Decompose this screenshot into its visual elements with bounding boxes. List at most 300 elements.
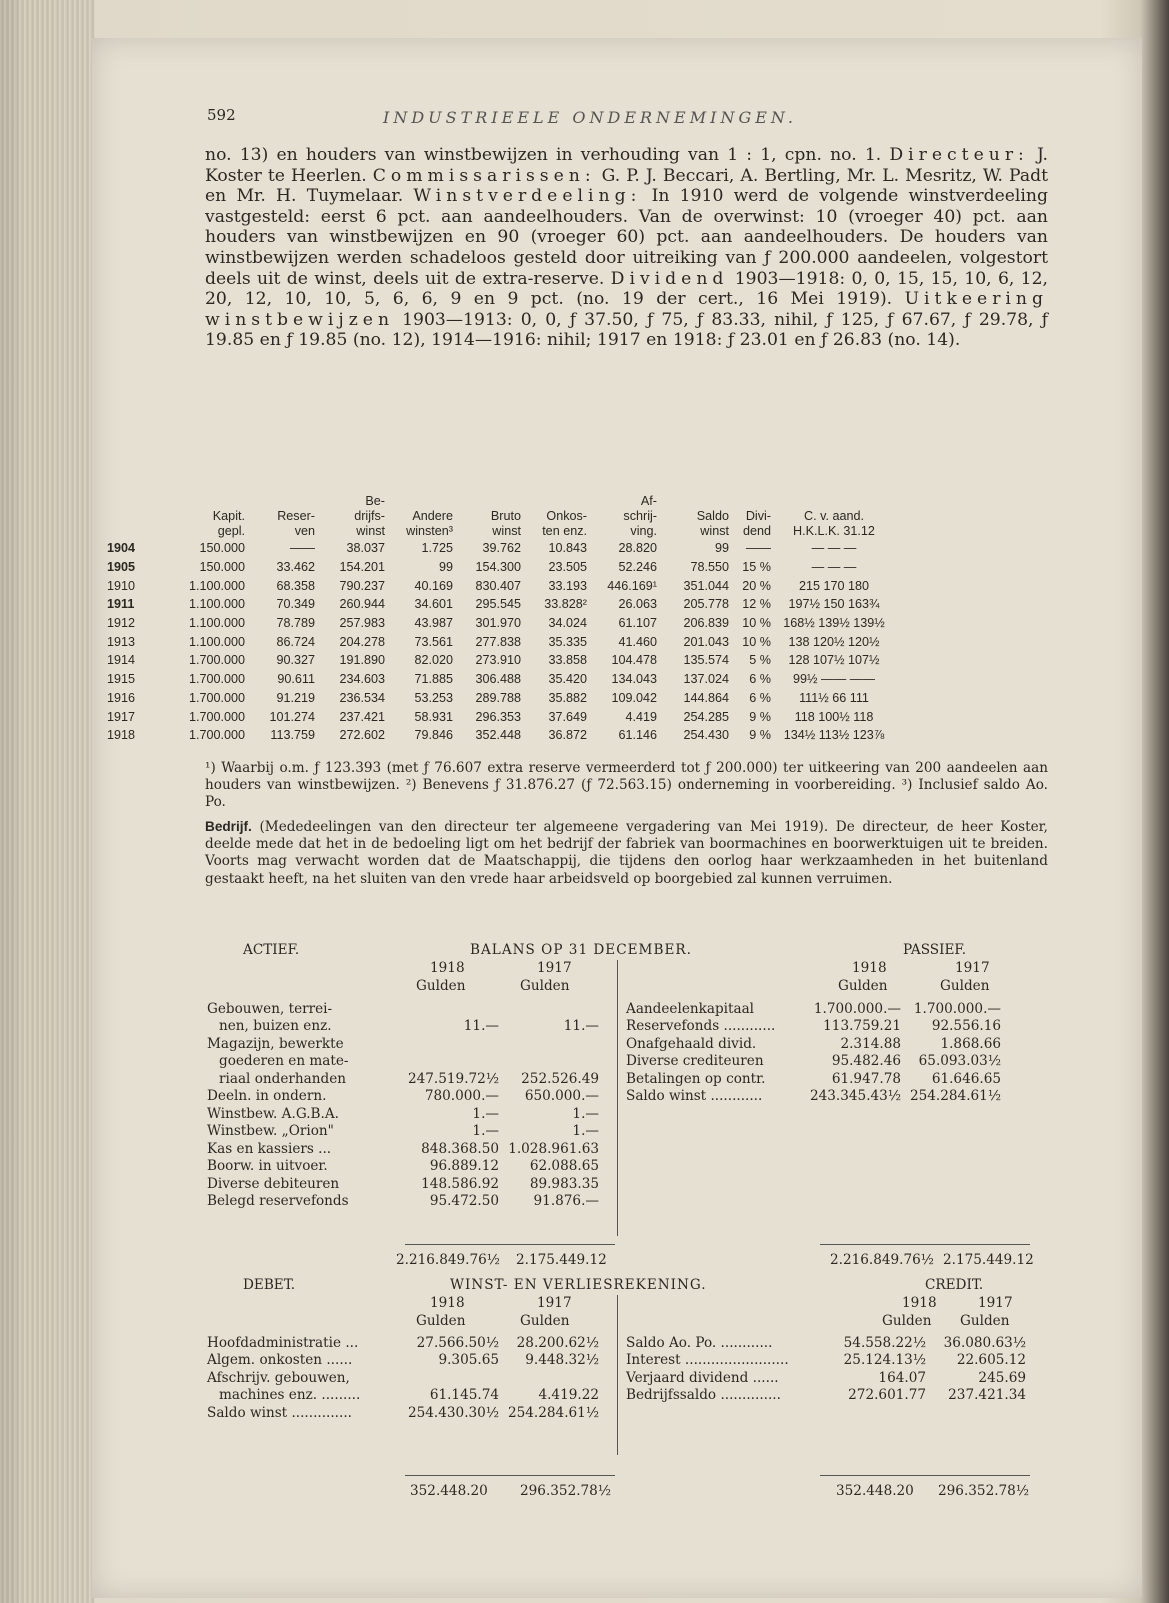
table-cell: 1911 <box>107 597 135 612</box>
commissarissen-text: G. P. J. Beccari, A. Bertling, Mr. L. Mesritz, W. Padt en Mr. H. Tuymelaar. <box>205 165 1048 207</box>
ledger-amount: 848.368.50 <box>421 1140 499 1157</box>
table-cell: 138 120½ 120½ <box>788 634 880 649</box>
ledger-amount: 22.605.12 <box>956 1352 1026 1369</box>
ledger-amount: 164.07 <box>878 1369 926 1386</box>
table-cell: 109.042 <box>611 690 657 705</box>
table-cell: 191.890 <box>339 653 385 668</box>
table-cell: 272.602 <box>339 728 385 743</box>
table-cell: 61.146 <box>618 728 657 743</box>
winst-rule-right <box>820 1475 1030 1476</box>
winst-year-1918: 1918 <box>430 1295 465 1311</box>
table-cell: 1.100.000 <box>188 597 245 612</box>
ledger-amount: 1.— <box>472 1105 499 1122</box>
table-cell: 61.107 <box>618 616 657 631</box>
ledger-amount: 650.000.— <box>524 1088 599 1105</box>
balans-total-left-1917: 2.175.449.12 <box>516 1252 607 1268</box>
ledger-label: Saldo winst ............ <box>626 1088 763 1105</box>
ledger-row <box>207 1088 599 1106</box>
ledger-label: goederen en mate- <box>219 1053 349 1070</box>
ledger-label: Verjaard dividend ...... <box>626 1369 779 1386</box>
ledger-row <box>207 1193 599 1211</box>
ledger-amount: 65.093.03½ <box>918 1053 1001 1070</box>
table-cell: 86.724 <box>276 634 315 649</box>
ledger-amount: 9.448.32½ <box>525 1352 599 1369</box>
uitkeering-text: 1903—1913: 0, 0, ƒ 37.50, ƒ 75, ƒ 83.33, nihil, ƒ 125, ƒ 67.67, ƒ 29.78, ƒ 19.85 en ƒ 19.85 (no. 12), 1914—1916: nihil; 1917 en 1918: ƒ 23.01 en ƒ 26.83 (no. 14). <box>205 309 1048 351</box>
credit-table <box>626 1334 1026 1404</box>
ledger-label: Interest ........................ <box>626 1352 789 1369</box>
directeur-text: J. Koster te Heerlen. <box>205 145 1048 186</box>
table-cell: 168½ 139½ 139½ <box>783 616 885 631</box>
ledger-amount <box>399 1369 499 1387</box>
header-line: Bruto <box>490 509 521 523</box>
ledger-amount <box>499 1053 599 1071</box>
ledger-row <box>207 1352 599 1370</box>
table-cell: 71.885 <box>414 672 453 687</box>
table-cell: 1.700.000 <box>188 709 245 724</box>
bedrijf-text: (Mededeelingen van den directeur ter algemeene vergadering van Mei 1919). De directeur, de heer Koster, deelde mede dat het in de bedoeling ligt om het bedrijf der fabriek van boormachines en boorwerktuigen uit te breiden. Voorts mag verwacht worden dat de Maatschappij, die tijdens den oorlog haar werkzaamheden in het buitenland gestaakt heeft, na het sluiten van den vrede haar arbeidsveld op boorgebied zal kunnen verruimen. <box>205 819 1048 887</box>
ledger-label: machines enz. ......... <box>219 1387 361 1404</box>
winst-total-right-1918: 352.448.20 <box>836 1483 914 1499</box>
ledger-amount: 252.526.49 <box>521 1070 599 1087</box>
header-line: ving. <box>630 524 657 538</box>
table-cell: 41.460 <box>618 634 657 649</box>
ledger-amount: 247.519.72½ <box>407 1070 499 1087</box>
ledger-amount: 1.028.961.63 <box>508 1140 599 1157</box>
table-cell: 12 % <box>742 597 771 612</box>
table-cell: 197½ 150 163¾ <box>788 597 880 612</box>
balans-unit-1918: Gulden <box>416 978 466 994</box>
ledger-label: Boorw. in uitvoer. <box>207 1158 328 1175</box>
ledger-label: Saldo winst .............. <box>207 1404 352 1421</box>
balans-rule-right <box>820 1244 1030 1245</box>
header-line: winst <box>356 524 385 538</box>
ledger-row <box>207 1018 599 1036</box>
table-cell: 215 170 180 <box>798 578 870 593</box>
winst-total-left-1918: 352.448.20 <box>410 1483 488 1499</box>
table-cell: 113.759 <box>270 728 315 743</box>
ledger-amount: 1.700.000.— <box>813 1000 901 1017</box>
ledger-row <box>626 1352 1026 1370</box>
ledger-amount: 780.000.— <box>424 1088 499 1105</box>
table-column-header <box>315 494 385 539</box>
balans-rule-left <box>405 1244 615 1245</box>
table-cell: 236.534 <box>339 690 385 705</box>
table-cell: 134.043 <box>611 672 657 687</box>
ledger-amount <box>499 1369 599 1387</box>
ledger-amount: 61.947.78 <box>831 1070 901 1087</box>
table-row <box>107 707 897 726</box>
ledger-row <box>207 1175 599 1193</box>
table-cell: 296.353 <box>475 709 521 724</box>
ledger-amount <box>499 1035 599 1053</box>
table-cell: 790.237 <box>339 578 385 593</box>
table-cell: 306.488 <box>475 672 521 687</box>
header-line: ven <box>294 524 315 538</box>
ledger-label: Kas en kassiers ... <box>207 1140 332 1157</box>
table-column-header <box>175 494 245 539</box>
table-cell: 1905 <box>107 560 136 575</box>
table-column-header <box>385 494 453 539</box>
table-cell: 99½ —— —— <box>793 672 875 687</box>
table-cell: 43.987 <box>414 616 453 631</box>
passief-title: PASSIEF. <box>903 942 967 958</box>
table-cell: 9 % <box>749 709 771 724</box>
ledger-amount: 1.— <box>572 1123 599 1140</box>
ledger-amount: 61.145.74 <box>429 1387 499 1404</box>
winstverdeeling-label: Winstverdeeling: <box>413 186 642 207</box>
balans-year-1918: 1918 <box>430 960 465 976</box>
table-cell: 144.864 <box>683 690 729 705</box>
table-cell: 6 % <box>749 672 771 687</box>
table-cell: 9 % <box>749 728 771 743</box>
ledger-label: Aandeelenkapitaal <box>626 1000 755 1017</box>
ledger-row <box>626 1035 1001 1053</box>
ledger-amount: 1.700.000.— <box>913 1000 1001 1017</box>
table-cell: 134½ 113½ 123⅞ <box>783 728 885 743</box>
table-cell: 99 <box>438 560 453 575</box>
passief-year-1918: 1918 <box>852 960 887 976</box>
ledger-row <box>207 1158 599 1176</box>
header-line: gepl. <box>217 524 245 538</box>
table-column-header <box>245 494 315 539</box>
table-cell: 1912 <box>107 616 136 631</box>
table-column-header <box>657 494 729 539</box>
ledger-amount <box>399 1053 499 1071</box>
header-line: dend <box>742 524 771 538</box>
winst-unit-1917: Gulden <box>520 1313 570 1329</box>
ledger-label: Saldo Ao. Po. ............ <box>626 1334 773 1351</box>
debet-title: DEBET. <box>243 1277 296 1293</box>
credit-year-1918: 1918 <box>902 1295 937 1311</box>
table-cell: 58.931 <box>414 709 453 724</box>
balans-total-left-1918: 2.216.849.76½ <box>396 1252 500 1268</box>
table-cell: 6 % <box>749 690 771 705</box>
table-row <box>107 595 897 614</box>
table-row <box>107 558 897 577</box>
ledger-amount: 254.430.30½ <box>407 1404 499 1421</box>
ledger-amount: 2.314.88 <box>840 1035 901 1052</box>
table-cell: 1.100.000 <box>188 578 245 593</box>
ledger-label: Reservefonds ............ <box>626 1018 776 1035</box>
table-cell: 150.000 <box>199 541 245 556</box>
table-cell: 70.349 <box>276 597 315 612</box>
table-cell: 38.037 <box>346 541 385 556</box>
table-cell: 137.024 <box>683 672 729 687</box>
table-column-header <box>521 494 587 539</box>
header-line: H.K.L.K. 31.12 <box>793 524 875 538</box>
uitkeering-label: Uitkeering winstbewijzen <box>205 289 1048 330</box>
table-cell: 4.419 <box>625 709 657 724</box>
table-cell: 36.872 <box>548 728 587 743</box>
passief-unit-1918: Gulden <box>838 978 888 994</box>
credit-year-1917: 1917 <box>978 1295 1013 1311</box>
table-cell: 68.358 <box>276 578 315 593</box>
table-cell: 90.327 <box>276 653 315 668</box>
ledger-amount: 254.284.61½ <box>507 1404 599 1421</box>
table-column-header <box>587 494 657 539</box>
balans-total-right-1917: 2.175.449.12 <box>943 1252 1034 1268</box>
table-cell: —— <box>289 541 315 556</box>
table-body <box>107 539 897 745</box>
ledger-amount: 36.080.63½ <box>943 1334 1026 1351</box>
table-cell: 33.828² <box>544 597 587 612</box>
table-cell: 33.858 <box>548 653 587 668</box>
table-cell: 277.838 <box>475 634 521 649</box>
ledger-row <box>207 1000 599 1018</box>
ledger-label: Diverse debiteuren <box>207 1175 340 1192</box>
ledger-amount: 11.— <box>563 1018 599 1035</box>
header-line: Af- <box>640 494 657 508</box>
financial-history-table <box>107 494 897 745</box>
ledger-row <box>207 1369 599 1387</box>
table-footnotes: ¹) Waarbij o.m. ƒ 123.393 (met ƒ 76.607 extra reserve vermeerderd tot ƒ 200.000) ter uitkeering van 200 aandeelen aan houders van winstbewijzen. ²) Benevens ƒ 31.876.27 (ƒ 72.563.15) onderneming in voorbereiding. ³) Inclusief saldo Ao. Po. <box>205 760 1048 810</box>
header-line: winst <box>700 524 729 538</box>
ledger-row <box>626 1000 1001 1018</box>
ledger-label: nen, buizen enz. <box>219 1018 332 1035</box>
table-row <box>107 576 897 595</box>
ledger-amount: 89.983.35 <box>529 1175 599 1192</box>
table-row <box>107 651 897 670</box>
ledger-amount: 9.305.65 <box>438 1352 499 1369</box>
balans-year-1917: 1917 <box>537 960 572 976</box>
table-cell: —— <box>745 541 771 556</box>
ledger-label: Betalingen op contr. <box>626 1070 766 1087</box>
ledger-row <box>207 1334 599 1352</box>
table-cell: 150.000 <box>199 560 245 575</box>
table-row <box>107 539 897 558</box>
running-title: INDUSTRIEELE ONDERNEMINGEN. <box>383 108 797 127</box>
ledger-row <box>626 1070 1001 1088</box>
winst-unit-1918: Gulden <box>416 1313 466 1329</box>
table-row <box>107 614 897 633</box>
ledger-row <box>207 1070 599 1088</box>
ledger-amount: 1.868.66 <box>940 1035 1001 1052</box>
table-cell: 1910 <box>107 578 136 593</box>
ledger-label: Hoofdadministratie ... <box>207 1334 359 1351</box>
ledger-amount: 148.586.92 <box>421 1175 499 1192</box>
ledger-amount: 92.556.16 <box>931 1018 1001 1035</box>
table-header-row <box>107 494 897 539</box>
table-cell: 128 107½ 107½ <box>788 653 880 668</box>
table-cell: 1917 <box>107 709 136 724</box>
page-number: 592 <box>207 106 236 124</box>
ledger-amount: 237.421.34 <box>948 1387 1026 1404</box>
table-cell: 273.910 <box>475 653 521 668</box>
commissarissen-label: Commissarissen: <box>372 165 596 186</box>
ledger-row <box>626 1334 1026 1352</box>
actief-title: ACTIEF. <box>243 942 300 958</box>
table-cell: 1913 <box>107 634 136 649</box>
directeur-label: Directeur: <box>889 145 1029 165</box>
table-cell: 37.649 <box>548 709 587 724</box>
ledger-amount: 27.566.50½ <box>416 1334 499 1351</box>
header-line: Reser- <box>277 509 315 523</box>
table-cell: 15 % <box>742 560 771 575</box>
table-column-header <box>729 494 771 539</box>
table-cell: 111½ 66 111 <box>799 690 869 705</box>
table-cell: 78.550 <box>690 560 729 575</box>
winst-total-left-1917: 296.352.78½ <box>520 1483 612 1499</box>
dividend-label: Dividend <box>610 268 729 289</box>
passief-year-1917: 1917 <box>955 960 990 976</box>
table-cell: 1.700.000 <box>188 728 245 743</box>
ledger-amount <box>399 1035 499 1053</box>
table-cell: 446.169¹ <box>607 578 657 593</box>
intro-paragraph <box>205 145 1048 351</box>
table-cell: 1918 <box>107 728 136 743</box>
table-cell: 35.882 <box>548 690 587 705</box>
table-cell: 201.043 <box>683 634 729 649</box>
balans-title: BALANS OP 31 DECEMBER. <box>470 942 692 958</box>
ledger-amount: 95.472.50 <box>429 1193 499 1210</box>
ledger-row <box>207 1404 599 1422</box>
table-cell: 35.335 <box>548 634 587 649</box>
balans-divider <box>617 960 618 1236</box>
winst-rule-left <box>405 1475 615 1476</box>
header-line: winst <box>492 524 521 538</box>
passief-unit-1917: Gulden <box>940 978 990 994</box>
ledger-label: Afschrijv. gebouwen, <box>207 1369 350 1386</box>
table-cell: 351.044 <box>683 578 729 593</box>
table-cell: 206.839 <box>683 616 729 631</box>
table-cell: 39.762 <box>482 541 521 556</box>
ledger-label: Winstbew. „Orion" <box>207 1123 334 1140</box>
ledger-row <box>626 1053 1001 1071</box>
table-row <box>107 632 897 651</box>
intro-line-1: no. 13) en houders van winstbewijzen in verhouding van 1 : 1, cpn. no. 1. <box>205 145 882 165</box>
table-row <box>107 670 897 689</box>
dividend-text: 1903—1918: 0, 0, 15, 15, 10, 6, 12, 20, 12, 10, 10, 5, 6, 6, 9 en 9 pct. (no. 19 der cert., 16 Mei 1919). <box>205 268 1048 310</box>
ledger-row <box>626 1018 1001 1036</box>
balans-unit-1917: Gulden <box>520 978 570 994</box>
balans-total-right-1918: 2.216.849.76½ <box>830 1252 934 1268</box>
table-cell: 234.603 <box>339 672 385 687</box>
winst-title: WINST- EN VERLIESREKENING. <box>450 1277 707 1293</box>
ledger-amount: 96.889.12 <box>429 1158 499 1175</box>
table-cell: 1.700.000 <box>188 690 245 705</box>
table-cell: 52.246 <box>618 560 657 575</box>
table-cell: 40.169 <box>414 578 453 593</box>
table-cell: 28.820 <box>618 541 657 556</box>
table-column-header <box>453 494 521 539</box>
actief-table <box>207 1000 599 1210</box>
ledger-amount: 28.200.62½ <box>516 1334 599 1351</box>
ledger-label: riaal onderhanden <box>219 1070 347 1087</box>
ledger-amount: 254.284.61½ <box>909 1088 1001 1105</box>
table-cell: 90.611 <box>277 672 315 687</box>
table-cell: 1.100.000 <box>188 616 245 631</box>
ledger-label: Diverse crediteuren <box>626 1053 764 1070</box>
header-line: Kapit. <box>212 509 245 523</box>
ledger-row <box>207 1053 599 1071</box>
ledger-row <box>207 1105 599 1123</box>
bedrijf-label: Bedrijf. <box>205 819 252 834</box>
table-cell: 204.278 <box>339 634 385 649</box>
header-line: Be- <box>365 494 385 508</box>
table-cell: 254.285 <box>683 709 729 724</box>
table-cell: 1914 <box>107 653 136 668</box>
ledger-label: Winstbew. A.G.B.A. <box>207 1105 339 1122</box>
header-line: C. v. aand. <box>804 509 864 523</box>
table-cell: 53.253 <box>414 690 453 705</box>
table-cell: 1.700.000 <box>188 653 245 668</box>
header-line: Divi- <box>745 509 771 523</box>
winstverdeeling-text: In 1910 werd de volgende winstverdeeling vastgesteld: eerst 6 pct. aan aandeelhouders. Van de overwinst: 10 (vroeger 40) pct. aan houders van winstbewijzen en 90 (vroeger 60) pct. aan aandeelhouders. De houders van winstbewijzen werden schadeloos gesteld door uitreiking van ƒ 200.000 aandeelen, volgestort deels uit de winst, deels uit de extra-reserve. <box>205 186 1048 289</box>
ledger-row <box>626 1088 1001 1106</box>
ledger-row <box>207 1123 599 1141</box>
ledger-amount: 1.— <box>472 1123 499 1140</box>
table-cell: 101.274 <box>269 709 315 724</box>
ledger-amount: 113.759.21 <box>823 1018 901 1035</box>
table-cell: 34.024 <box>548 616 587 631</box>
table-row <box>107 689 897 708</box>
ledger-amount: 61.646.65 <box>931 1070 1001 1087</box>
ledger-amount: 62.088.65 <box>529 1158 599 1175</box>
table-cell: 5 % <box>749 653 771 668</box>
winst-year-1917: 1917 <box>537 1295 572 1311</box>
header-line: winsten³ <box>406 524 453 538</box>
table-cell: 73.561 <box>414 634 453 649</box>
table-cell: 1916 <box>107 690 136 705</box>
ledger-label: Gebouwen, terrei- <box>207 1000 333 1017</box>
ledger-label: Bedrijfssaldo .............. <box>626 1387 781 1404</box>
credit-title: CREDIT. <box>925 1277 984 1293</box>
ledger-label: Deeln. in ondern. <box>207 1088 327 1105</box>
ledger-amount: 245.69 <box>978 1369 1026 1386</box>
ledger-amount: 243.345.43½ <box>809 1088 901 1105</box>
table-cell: 91.219 <box>276 690 315 705</box>
table-cell: 10 % <box>742 616 771 631</box>
table-cell: 20 % <box>742 578 771 593</box>
table-cell: 78.789 <box>276 616 315 631</box>
ledger-row <box>207 1387 599 1405</box>
table-cell: 135.574 <box>683 653 729 668</box>
table-cell: 34.601 <box>414 597 453 612</box>
table-cell: 33.193 <box>548 578 587 593</box>
header-line: Onkos- <box>546 509 587 523</box>
table-cell: 295.545 <box>475 597 521 612</box>
ledger-label: Magazijn, bewerkte <box>207 1035 344 1052</box>
debet-table <box>207 1334 599 1422</box>
ledger-label: Onafgehaald divid. <box>626 1035 757 1052</box>
table-cell: 10 % <box>742 634 771 649</box>
credit-unit-1917: Gulden <box>960 1313 1010 1329</box>
winst-total-right-1917: 296.352.78½ <box>938 1483 1030 1499</box>
table-cell: — — — <box>811 560 857 575</box>
table-row <box>107 726 897 745</box>
table-cell: 79.846 <box>414 728 453 743</box>
table-cell: 33.462 <box>276 560 315 575</box>
page-edges <box>0 0 95 1603</box>
table-column-header <box>107 494 175 539</box>
table-cell: 254.430 <box>683 728 729 743</box>
table-cell: 205.778 <box>683 597 729 612</box>
ledger-row <box>626 1369 1026 1387</box>
ledger-row <box>626 1387 1026 1405</box>
bedrijf-paragraph <box>205 818 1048 888</box>
table-cell: 118 100½ 118 <box>794 709 874 724</box>
ledger-row <box>207 1140 599 1158</box>
table-cell: 82.020 <box>414 653 453 668</box>
credit-unit-1918: Gulden <box>882 1313 932 1329</box>
table-cell: 260.944 <box>339 597 385 612</box>
table-cell: 237.421 <box>339 709 385 724</box>
table-cell: 154.201 <box>339 560 385 575</box>
ledger-amount: 91.876.— <box>533 1193 599 1210</box>
table-cell: 26.063 <box>618 597 657 612</box>
ledger-amount: 272.601.77 <box>848 1387 926 1404</box>
table-cell: 1.700.000 <box>188 672 245 687</box>
